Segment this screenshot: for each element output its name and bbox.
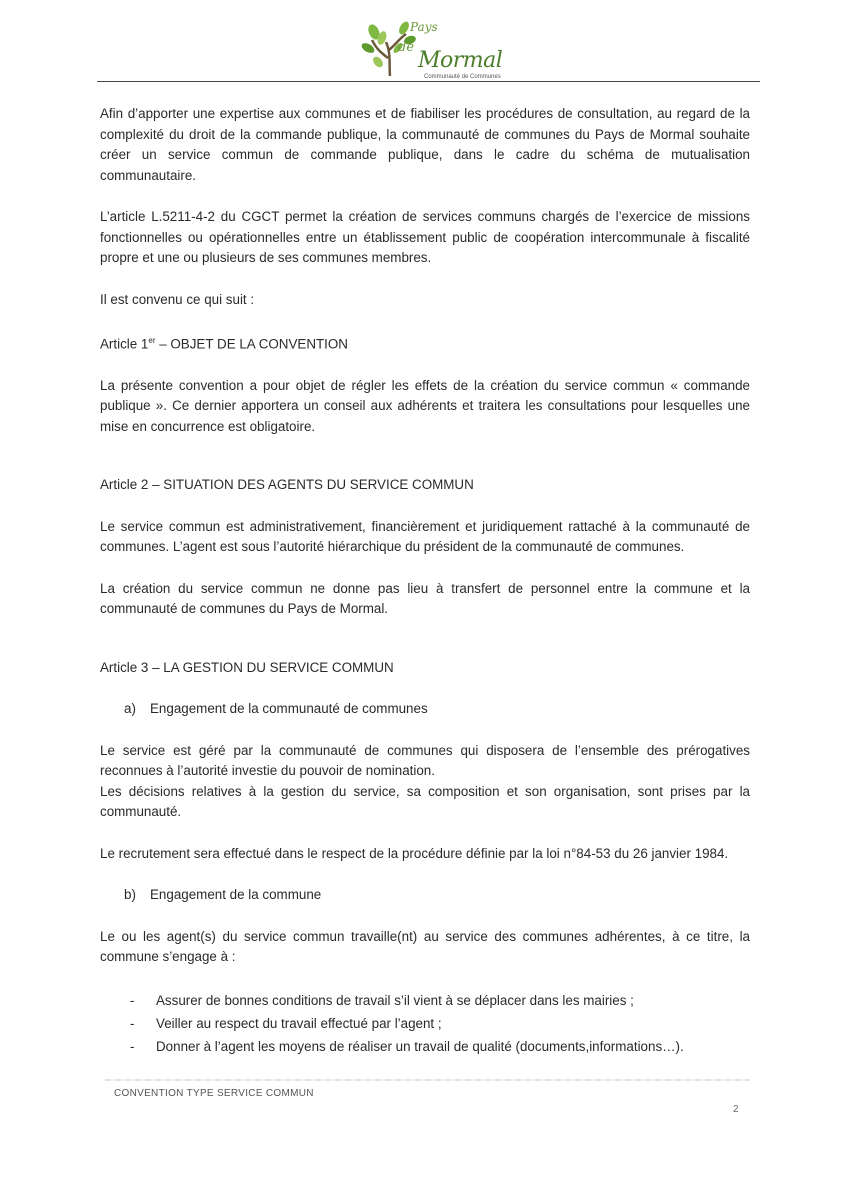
- list-item-text: Assurer de bonnes conditions de travail s’il vient à se déplacer dans les mairies ;: [156, 992, 634, 1008]
- subheading-b-letter: b): [124, 887, 136, 903]
- article-1-title: – OBJET DE LA CONVENTION: [155, 336, 348, 352]
- logo-subtitle: Communauté de Communes: [424, 74, 501, 80]
- list-item: - Veiller au respect du travail effectué par l’agent ;: [130, 1015, 442, 1031]
- article-3-a-paragraph-2: Les décisions relatives à la gestion du service, sa composition et son organisation, sont prises par la communauté.: [100, 783, 750, 820]
- subheading-a-letter: a): [124, 701, 136, 717]
- article-1-prefix: Article 1: [100, 336, 149, 352]
- logo-text-mormal: Mormal: [418, 48, 503, 73]
- article-2-paragraph-2: La création du service commun ne donne pas lieu à transfert de personnel entre la commune et la communauté de communes du Pays de Mormal.: [100, 580, 750, 617]
- article-1-heading: [100, 331, 750, 355]
- article-1-superscript: er: [148, 336, 156, 345]
- logo-text-de: de: [398, 40, 415, 55]
- article-3-subheading-a: [124, 699, 750, 720]
- header-divider: [97, 81, 760, 82]
- list-item-text: Veiller au respect du travail effectué par l’agent ;: [156, 1015, 442, 1031]
- subheading-b-title: Engagement de la commune: [150, 887, 322, 903]
- document-body: [100, 104, 750, 1058]
- intro-paragraph-3: Il est convenu ce qui suit :: [100, 291, 255, 307]
- article-3-heading: Article 3 – LA GESTION DU SERVICE COMMUN: [100, 659, 394, 675]
- subheading-a-title: Engagement de la communauté de communes: [150, 701, 428, 717]
- intro-paragraph-2: L’article L.5211-4-2 du CGCT permet la création de services communs chargés de l’exercice de missions fonctionnelles ou opérationnelles entre un établissement public de coopération intercommunale à fiscalité propre et une ou plusieurs de ses communes membres.: [100, 209, 750, 265]
- article-3-subheading-b: [124, 885, 750, 906]
- article-3-b-paragraph-1: Le ou les agent(s) du service commun travaille(nt) au service des communes adhérentes, à ce titre, la commune s’engage à :: [100, 928, 750, 965]
- list-item: - Assurer de bonnes conditions de travail s’il vient à se déplacer dans les mairies ;: [130, 992, 634, 1008]
- article-2-paragraph-1: Le service commun est administrativement, financièrement et juridiquement rattaché à la communauté de communes. L’agent est sous l’autorité hiérarchique du président de la communauté de communes.: [100, 518, 750, 555]
- footer-divider: [105, 1079, 750, 1081]
- article-2-heading: Article 2 – SITUATION DES AGENTS DU SERVICE COMMUN: [100, 477, 474, 493]
- article-3-a-paragraph-1: Le service est géré par la communauté de communes qui disposera de l’ensemble des prérogatives reconnues à l’autorité investie du pouvoir de nomination.: [100, 742, 750, 779]
- pays-de-mormal-logo: [360, 18, 503, 80]
- article-1-paragraph: La présente convention a pour objet de régler les effets de la création du service commun « commande publique ». Ce dernier apportera un conseil aux adhérents et traitera les consultations pour lesquelles une mise en concurrence est obligatoire.: [100, 377, 750, 434]
- page-number: 2: [733, 1104, 739, 1115]
- logo-text-pays: Pays: [410, 20, 438, 34]
- intro-paragraph-1: Afin d’apporter une expertise aux communes et de fiabiliser les procédures de consultation, au regard de la complexité du droit de la commande publique, la communauté de communes du Pays de Mormal souhaite créer un service commun de commande publique, dans le cadre du schéma de mutualisation communautaire.: [100, 106, 750, 183]
- list-item: - Donner à l’agent les moyens de réaliser un travail de qualité (documents,informations…).: [130, 1038, 684, 1054]
- footer-label: CONVENTION TYPE SERVICE COMMUN: [114, 1088, 314, 1099]
- list-item-text: Donner à l’agent les moyens de réaliser un travail de qualité (documents,informations…).: [156, 1038, 684, 1054]
- commitment-list: [100, 989, 750, 1058]
- article-3-a-paragraph-3: Le recrutement sera effectué dans le respect de la procédure définie par la loi n°84-53 du 26 janvier 1984.: [100, 845, 729, 861]
